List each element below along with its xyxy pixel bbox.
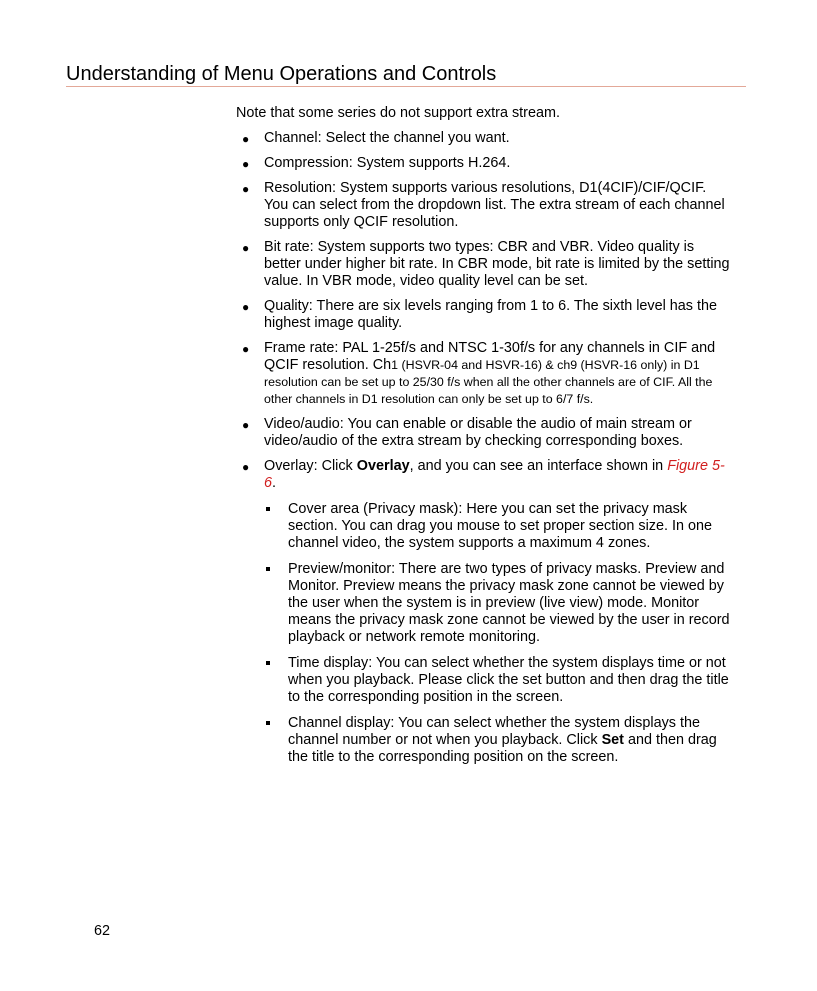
set-keyword: Set: [601, 732, 624, 748]
list-item-videoaudio: [236, 416, 730, 450]
bullet-icon: ●: [242, 241, 250, 255]
header-divider: [66, 86, 746, 87]
square-bullet-icon: [266, 721, 270, 725]
item-text: , and you can see an interface shown in: [409, 458, 668, 474]
item-text: Quality: There are six levels ranging from 1 to 6. The sixth level has the highest image quality.: [264, 298, 717, 331]
sub-item-text: Preview/monitor: There are two types of privacy masks. Preview and Monitor. Preview means the privacy mask zone cannot be viewed by the user when the system is in preview (live view) mode. Monitor means the privacy mask zone cannot be viewed by the user in record playback or network remote monitoring.: [288, 561, 730, 645]
sub-item-time-display: [264, 655, 730, 706]
sub-item-channel-display: [264, 715, 730, 766]
item-text: Resolution: System supports various resolutions, D1(4CIF)/CIF/QCIF. You can select from the dropdown list. The extra stream of each channel supports only QCIF resolution.: [264, 180, 725, 230]
page-title: Understanding of Menu Operations and Controls: [66, 63, 497, 85]
figure-link[interactable]: Figure 5-6: [264, 458, 725, 491]
sub-item-preview-monitor: [264, 561, 730, 646]
item-text: Overlay: Click: [264, 458, 357, 474]
list-item-bitrate: [236, 239, 730, 290]
list-item-framerate: [236, 340, 730, 408]
item-text: Channel: Select the channel you want.: [264, 130, 510, 146]
list-item-resolution: [236, 180, 730, 231]
bullet-icon: ●: [242, 460, 250, 474]
item-text-small: 1 (HSVR-04 and HSVR-16) & ch9 (HSVR-16 only) in D1 resolution can be set up to 25/30 f/s when all the other channels are of CIF. All the other channels in D1 resolution can only be set up to 6/7 f/s.: [264, 358, 713, 406]
sub-item-text: Channel display: You can select whether the system displays the channel number or not when you playback. Click: [288, 715, 700, 748]
overlay-keyword: Overlay: [356, 458, 410, 474]
list-item-quality: [236, 298, 730, 332]
sub-item-text: and then drag the title to the corresponding position on the screen.: [288, 732, 717, 765]
item-text: Frame rate: PAL 1-25f/s and NTSC 1-30f/s for any channels in CIF and QCIF resolution. Ch: [264, 340, 716, 373]
square-bullet-icon: [266, 567, 270, 571]
square-bullet-icon: [266, 507, 270, 511]
item-text: Bit rate: System supports two types: CBR and VBR. Video quality is better under higher bit rate. In CBR mode, bit rate is limited by the setting value. In VBR mode, video quality level can be set.: [264, 239, 730, 289]
bullet-icon: ●: [242, 418, 250, 432]
item-text: Compression: System supports H.264.: [264, 155, 511, 171]
list-item-overlay: [236, 458, 730, 766]
intro-note: Note that some series do not support extra stream.: [236, 105, 560, 121]
bullet-icon: ●: [242, 157, 250, 171]
bullet-icon: ●: [242, 132, 250, 146]
square-bullet-icon: [266, 661, 270, 665]
bullet-icon: ●: [242, 342, 250, 356]
page-body: [236, 105, 730, 775]
item-text: .: [272, 475, 277, 491]
bullet-icon: ●: [242, 182, 250, 196]
bullet-icon: ●: [242, 300, 250, 314]
sub-item-text: Time display: You can select whether the system displays time or not when you playback. Please click the set button and then drag the title to the corresponding position in the screen.: [288, 655, 729, 705]
overlay-sub-list: [264, 501, 730, 766]
page-header: [66, 62, 746, 87]
page-number: 62: [94, 923, 111, 939]
settings-list: [236, 130, 730, 766]
sub-item-cover-area: [264, 501, 730, 552]
sub-item-text: Cover area (Privacy mask): Here you can set the privacy mask section. You can drag you mouse to set proper section size. In one channel video, the system supports a maximum 4 zones.: [288, 501, 712, 551]
list-item-channel: [236, 130, 730, 147]
item-text: Video/audio: You can enable or disable the audio of main stream or video/audio of the extra stream by checking corresponding boxes.: [264, 416, 692, 449]
list-item-compression: [236, 155, 730, 172]
